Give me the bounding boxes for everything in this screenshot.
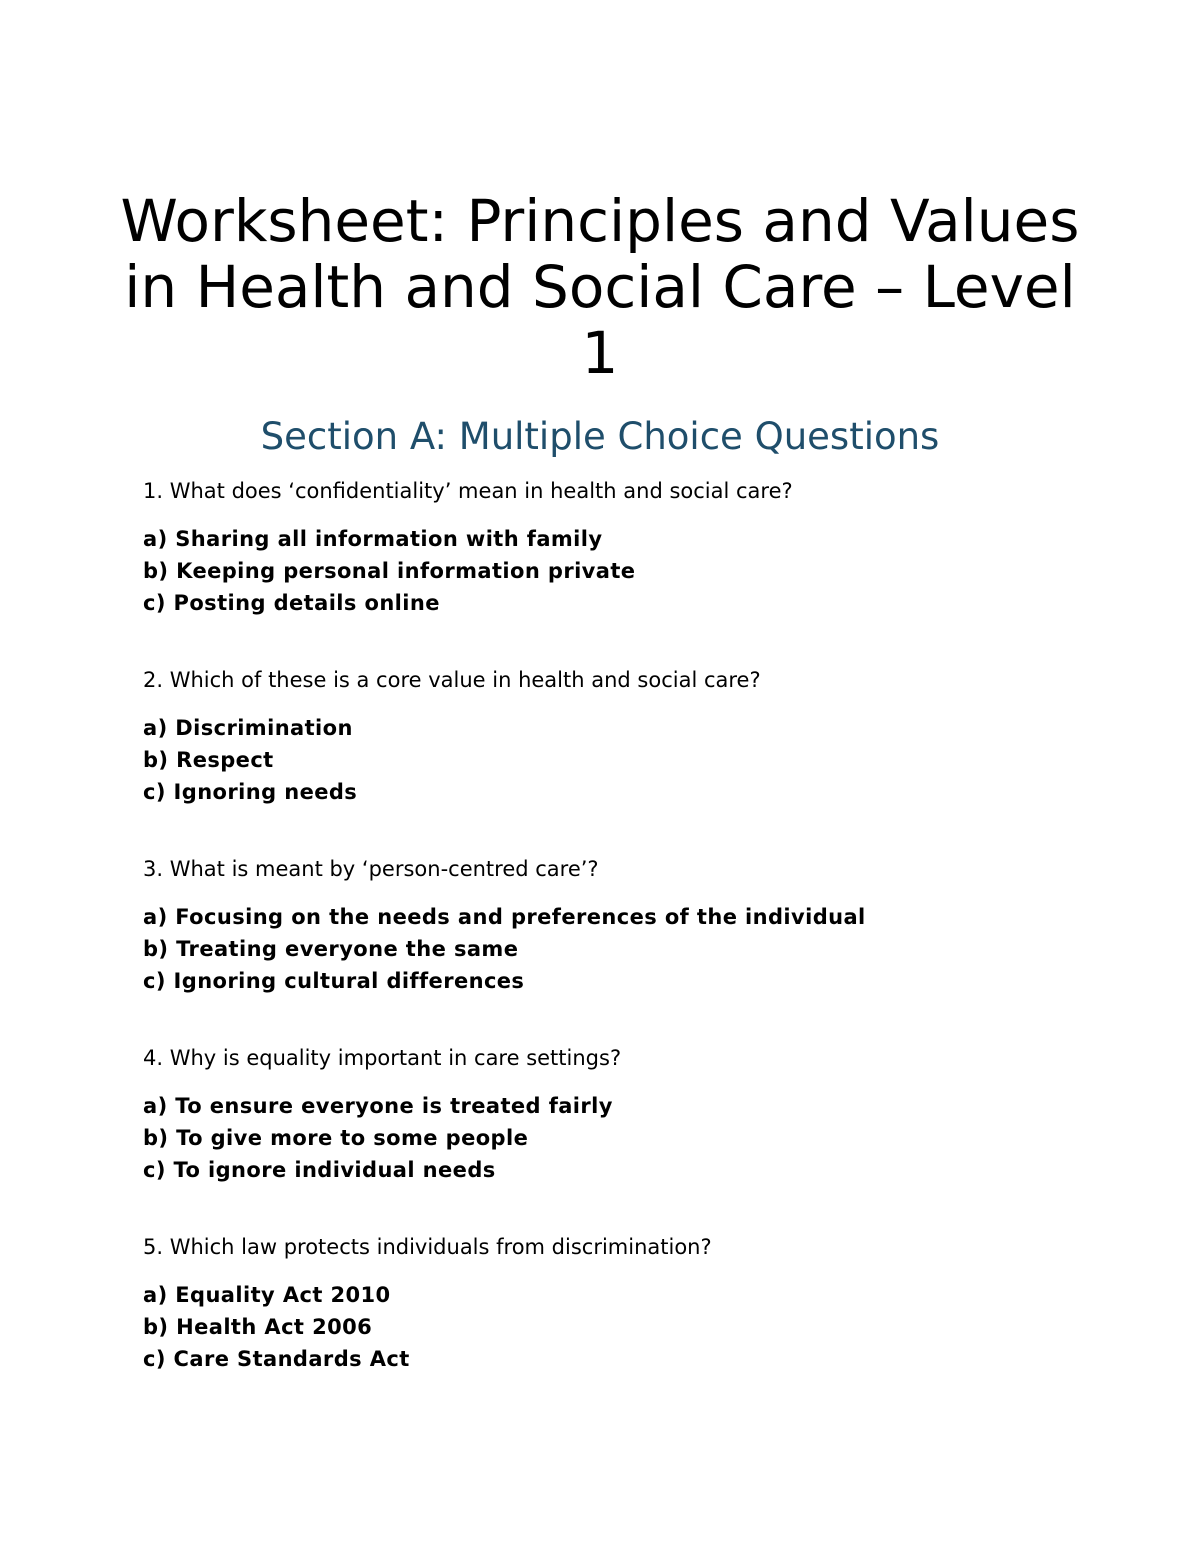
answer-options bbox=[143, 1090, 1143, 1186]
answer-option: a) Discrimination bbox=[143, 716, 353, 740]
title-line-3: 1 bbox=[581, 319, 619, 387]
question-block-2 bbox=[143, 666, 1143, 808]
answer-options bbox=[143, 523, 1143, 619]
answer-options bbox=[143, 712, 1143, 808]
title-line-2: in Health and Social Care – Level bbox=[124, 253, 1076, 321]
question-block-1 bbox=[143, 477, 1143, 619]
question-text: 1. What does ‘confidentiality’ mean in health and social care? bbox=[143, 479, 793, 503]
answer-option: c) Care Standards Act bbox=[143, 1347, 410, 1371]
answer-option: a) Sharing all information with family bbox=[143, 527, 603, 551]
answer-options bbox=[143, 1279, 1143, 1375]
question-block-3 bbox=[143, 855, 1143, 997]
answer-option: a) Equality Act 2010 bbox=[143, 1283, 391, 1307]
question-text: 3. What is meant by ‘person-centred care’? bbox=[143, 857, 599, 881]
question-block-4 bbox=[143, 1044, 1143, 1186]
question-text: 5. Which law protects individuals from discrimination? bbox=[143, 1235, 712, 1259]
answer-option: b) Respect bbox=[143, 748, 274, 772]
question-text: 4. Why is equality important in care settings? bbox=[143, 1046, 622, 1070]
answer-option: a) Focusing on the needs and preferences of the individual bbox=[143, 905, 866, 929]
question-block-5 bbox=[143, 1233, 1143, 1375]
answer-options bbox=[143, 901, 1143, 997]
question-text: 2. Which of these is a core value in health and social care? bbox=[143, 668, 761, 692]
answer-option: b) To give more to some people bbox=[143, 1126, 529, 1150]
title-line-1: Worksheet: Principles and Values bbox=[120, 187, 1080, 255]
answer-option: a) To ensure everyone is treated fairly bbox=[143, 1094, 613, 1118]
answer-option: b) Treating everyone the same bbox=[143, 937, 519, 961]
answer-option: b) Keeping personal information private bbox=[143, 559, 636, 583]
section-heading: Section A: Multiple Choice Questions bbox=[260, 415, 940, 458]
answer-option: c) Posting details online bbox=[143, 591, 440, 615]
page-title bbox=[100, 188, 1100, 386]
answer-option: c) To ignore individual needs bbox=[143, 1158, 496, 1182]
answer-option: c) Ignoring needs bbox=[143, 780, 358, 804]
answer-option: c) Ignoring cultural differences bbox=[143, 969, 525, 993]
answer-option: b) Health Act 2006 bbox=[143, 1315, 373, 1339]
